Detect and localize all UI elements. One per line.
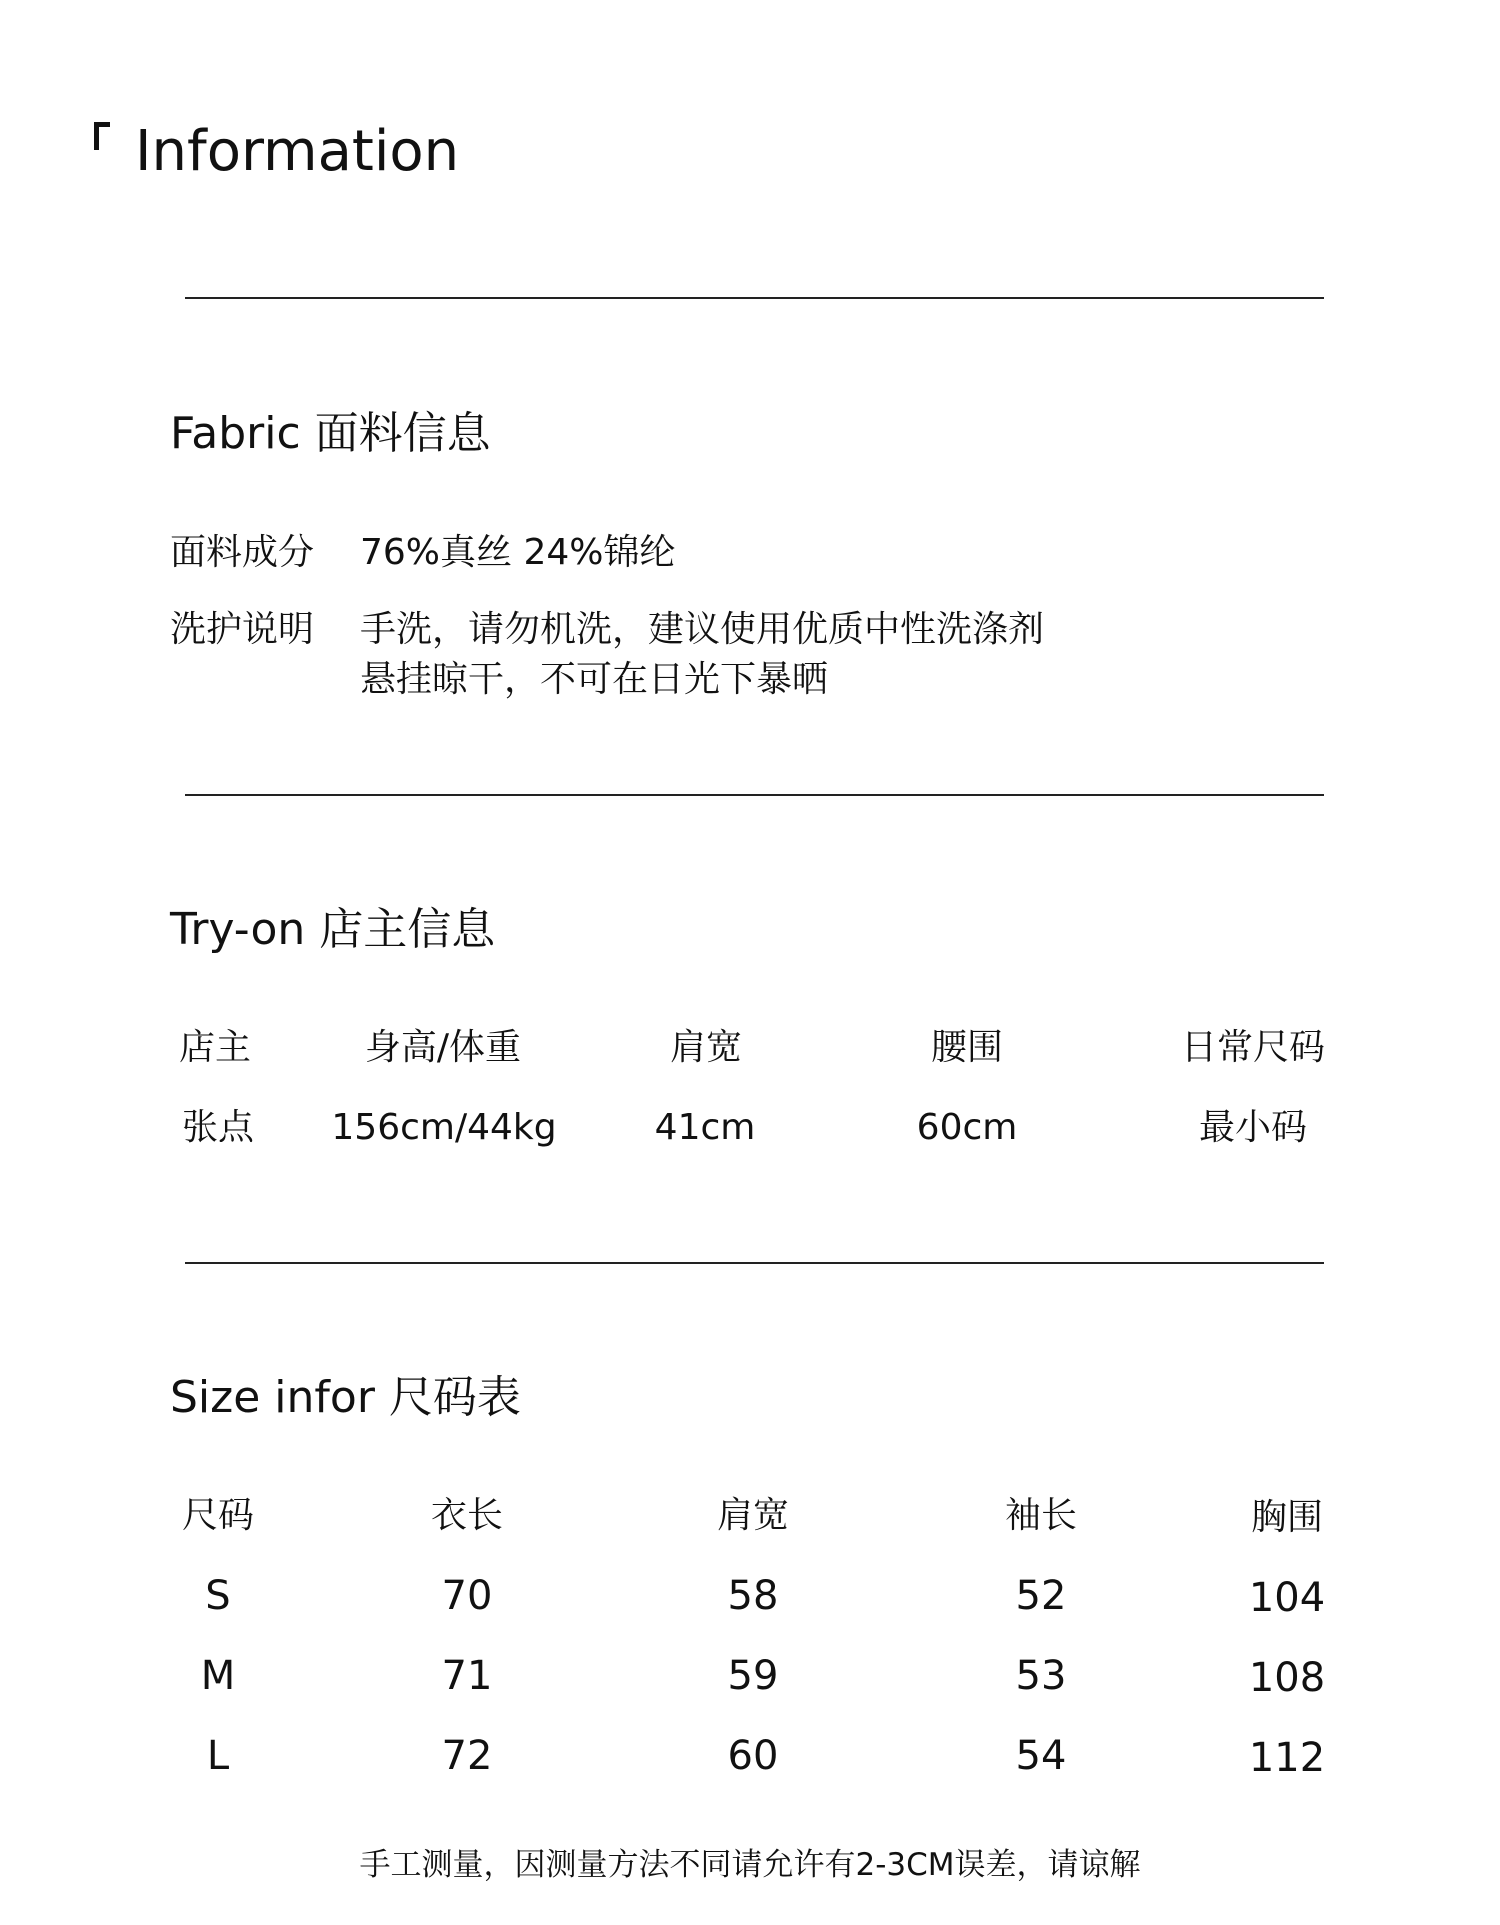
measurement-footnote: 手工测量，因测量方法不同请允许有2-3CM误差，请谅解 [359,1847,1141,1883]
tryon-header-shoulder: 肩宽 [669,1027,743,1068]
size-row-m-shoulder: 59 [727,1653,779,1699]
size-header-length: 衣长 [430,1495,504,1536]
size-header-size: 尺码 [181,1495,255,1536]
tryon-header-waist: 腰围 [930,1027,1004,1068]
tryon-value-shoulder: 41cm [654,1107,756,1148]
size-row-m-sleeve: 53 [1015,1653,1067,1699]
size-row-l-size: L [206,1733,230,1779]
size-row-s-chest: 104 [1248,1575,1326,1621]
size-header-sleeve: 袖长 [1004,1495,1078,1536]
tryon-value-owner: 张点 [181,1107,255,1148]
divider [185,794,1324,796]
size-section-title: Size infor 尺码表 [170,1372,521,1423]
care-label: 洗护说明 [170,609,315,650]
size-row-s-size: S [205,1573,231,1619]
size-row-m-size: M [200,1653,236,1699]
tryon-value-waist: 60cm [916,1107,1018,1148]
tryon-header-height-weight: 身高/体重 [364,1027,522,1068]
divider [185,297,1324,299]
size-row-l-chest: 112 [1248,1735,1326,1781]
size-header-chest: 胸围 [1250,1497,1324,1538]
tryon-value-daily-size: 最小码 [1198,1107,1308,1148]
size-row-m-length: 71 [441,1653,493,1699]
tryon-value-height-weight: 156cm/44kg [331,1107,557,1148]
size-header-shoulder: 肩宽 [716,1495,790,1536]
size-row-s-length: 70 [441,1573,493,1619]
care-line-1: 手洗，请勿机洗，建议使用优质中性洗涤剂 [360,609,1045,650]
tryon-section-title: Try-on 店主信息 [170,904,496,955]
tryon-header-owner: 店主 [178,1027,252,1068]
composition-label: 面料成分 [170,532,315,573]
size-row-l-shoulder: 60 [727,1733,779,1779]
fabric-section-title: Fabric 面料信息 [170,408,491,459]
corner-bracket-icon [94,122,110,150]
page-title: Information [135,119,460,184]
size-row-l-sleeve: 54 [1015,1733,1067,1779]
size-row-s-sleeve: 52 [1015,1573,1067,1619]
size-row-s-shoulder: 58 [727,1573,779,1619]
care-line-2: 悬挂晾干，不可在日光下暴晒 [360,659,829,700]
tryon-header-daily-size: 日常尺码 [1180,1027,1326,1068]
size-row-m-chest: 108 [1248,1655,1326,1701]
divider [185,1262,1324,1264]
composition-value: 76%真丝 24%锦纶 [360,532,676,573]
size-row-l-length: 72 [441,1733,493,1779]
